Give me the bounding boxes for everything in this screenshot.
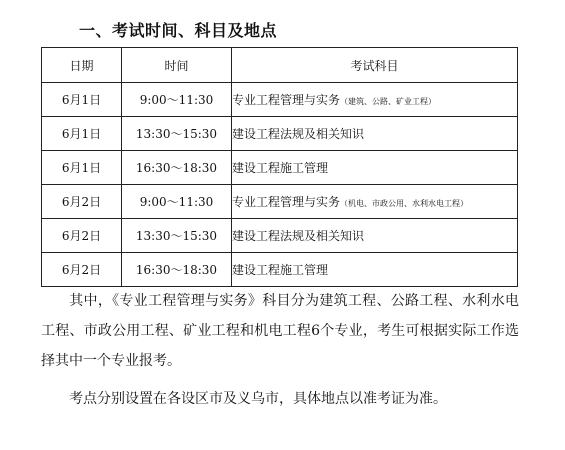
subject-note: （建筑、公路、矿业工程） [340,97,437,106]
subject-name: 建设工程法规及相关知识 [232,229,365,243]
subject-cell [232,253,518,287]
subject-name: 建设工程施工管理 [232,263,329,277]
paragraph-text: 其中，《专业工程管理与实务》科目分为建筑工程、公路工程、水利水电工程、市政公用工程、矿业工程和机电工程6个专业，考生可根据实际工作选择其中一个专业报考。 [41,293,519,369]
subject-name: 建设工程施工管理 [232,161,329,175]
table-row [42,151,518,185]
subject-cell [232,219,518,253]
header-time: 时间 [122,48,232,83]
subject-cell [232,83,518,117]
time-cell: 9:00～11:30 [122,83,232,117]
table-header-row [42,48,518,83]
table-row [42,117,518,151]
time-cell: 16:30～18:30 [122,253,232,287]
date-cell: 6月1日 [42,151,122,185]
date-cell: 6月1日 [42,83,122,117]
time-cell: 13:30～15:30 [122,117,232,151]
time-cell: 16:30～18:30 [122,151,232,185]
subject-cell [232,185,518,219]
table-row [42,253,518,287]
section-heading: 一、考试时间、科目及地点 [79,21,278,40]
date-cell: 6月2日 [42,185,122,219]
table-row [42,83,518,117]
time-cell: 9:00～11:30 [122,185,232,219]
date-cell: 6月2日 [42,253,122,287]
paragraph-exam-locations [41,384,519,414]
date-cell: 6月2日 [42,219,122,253]
table-row [42,219,518,253]
subject-cell [232,151,518,185]
date-cell: 6月1日 [42,117,122,151]
subject-name: 建设工程法规及相关知识 [232,127,365,141]
subject-name: 专业工程管理与实务 [232,93,341,107]
subject-note: （机电、市政公用、水利水电工程） [340,199,469,208]
paragraph-specialties [41,286,519,376]
subject-name: 专业工程管理与实务 [232,195,341,209]
header-date: 日期 [42,48,122,83]
time-cell: 13:30～15:30 [122,219,232,253]
subject-cell [232,117,518,151]
exam-schedule-table [41,47,518,287]
header-subject: 考试科目 [232,48,518,83]
table-row [42,185,518,219]
paragraph-text: 考点分别设置在各设区市及义乌市，具体地点以准考证为准。 [69,391,447,407]
